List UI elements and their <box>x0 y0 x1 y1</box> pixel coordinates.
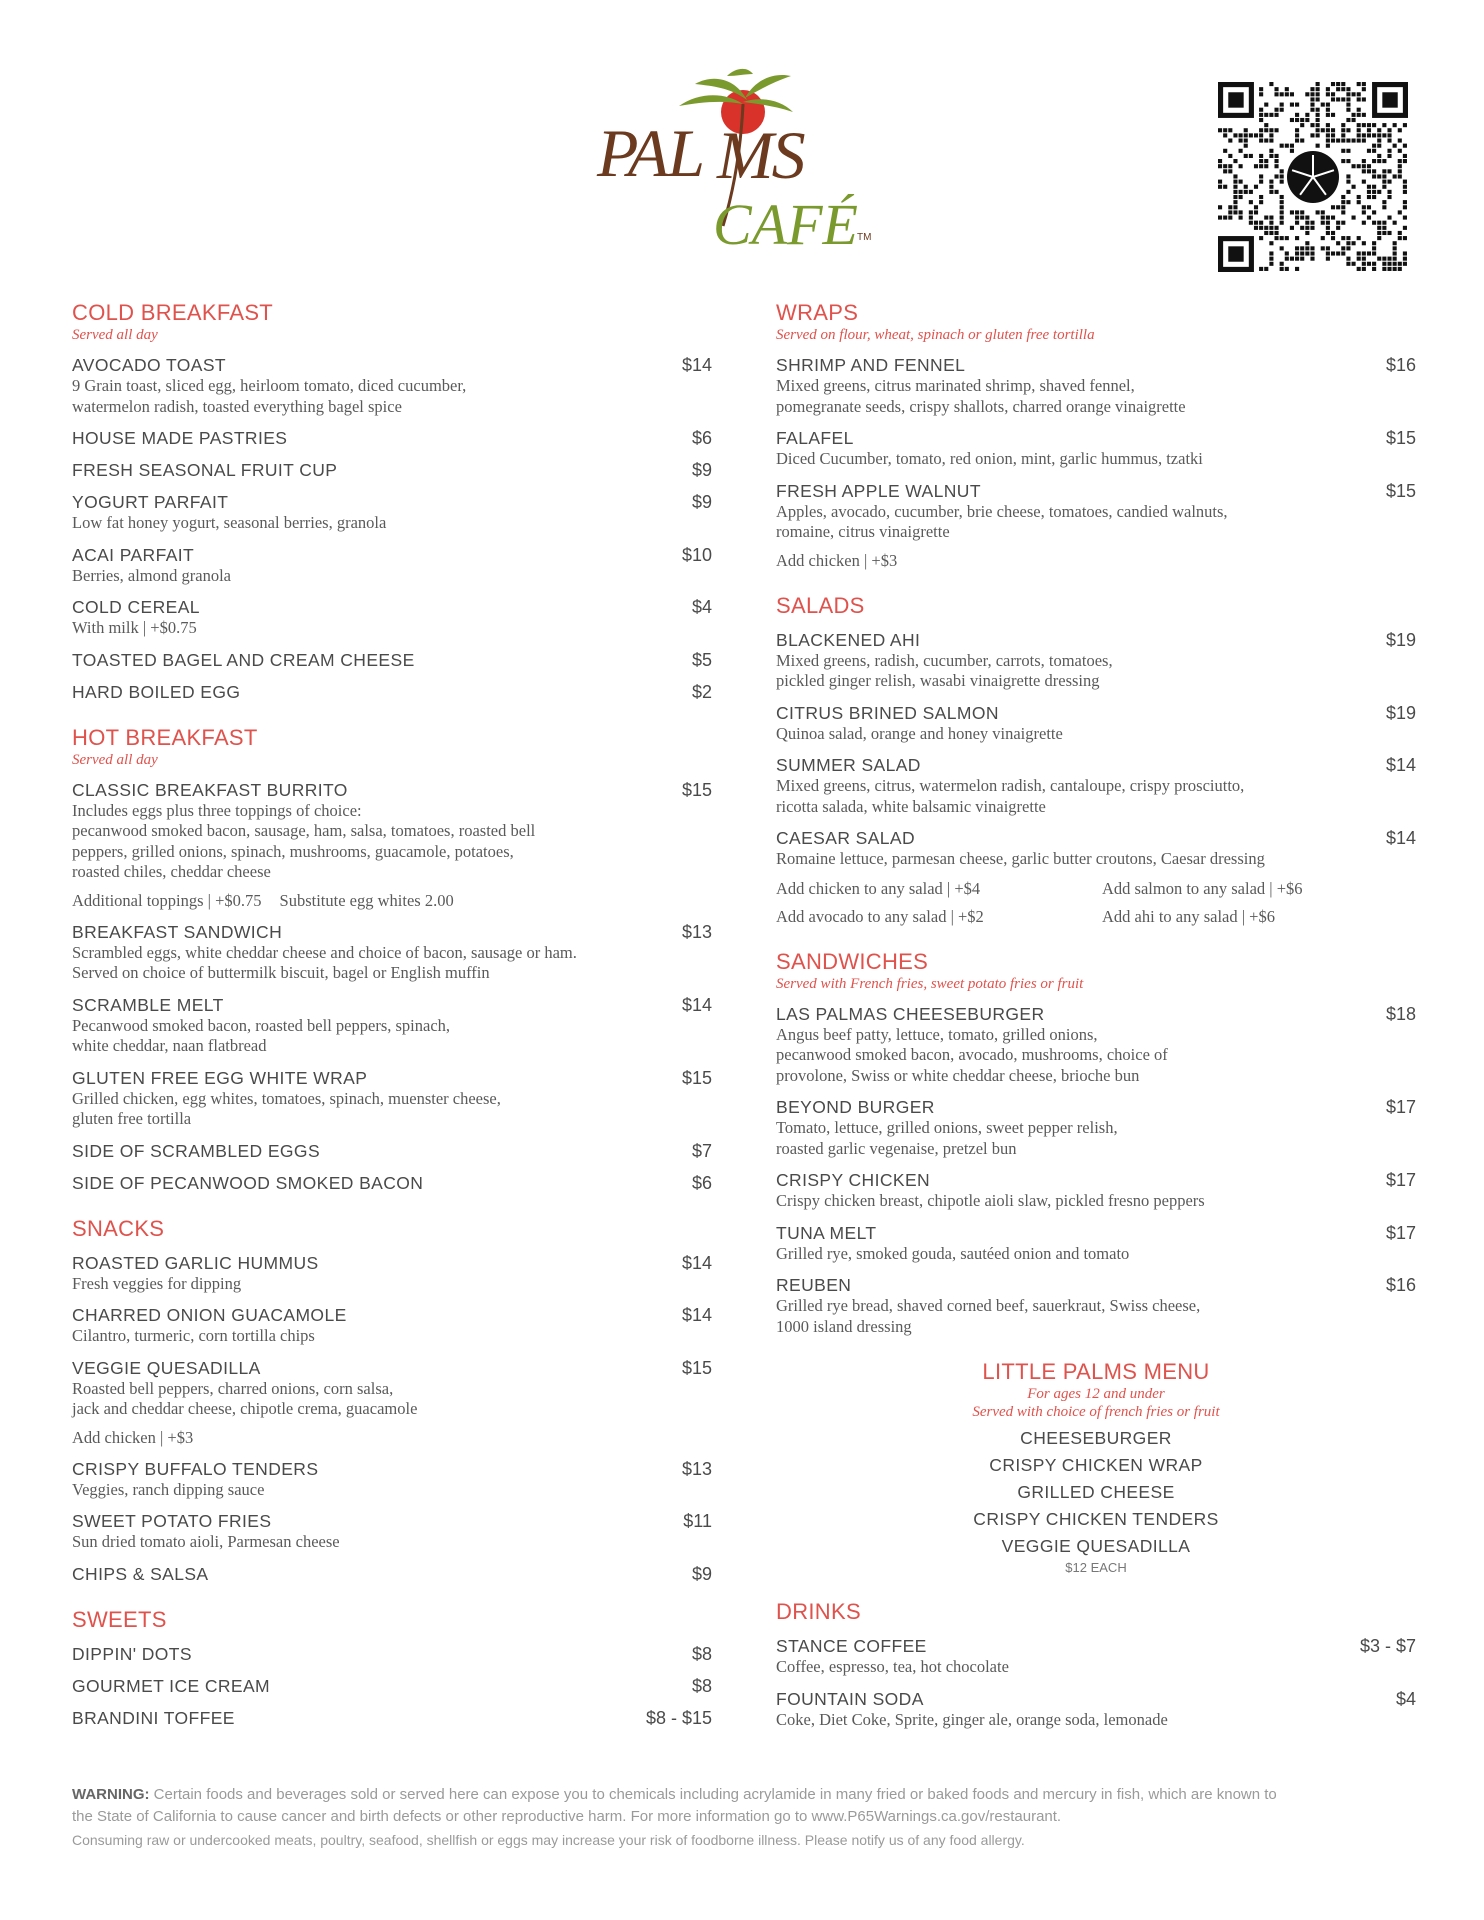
section-title: SALADS <box>776 592 865 618</box>
prop65-warning <box>72 1784 1292 1828</box>
raw-food-notice: Consuming raw or undercooked meats, poultry, seafood, shellfish or eggs may increase your risk of foodborne illness. Please notify us of any food allergy. <box>72 1832 1025 1848</box>
menu-item <box>72 682 712 703</box>
svg-text:MS: MS <box>717 117 804 193</box>
menu-item-header <box>72 1511 712 1532</box>
menu-item-header <box>776 481 1416 502</box>
menu-item-name: BLACKENED AHI <box>776 629 921 650</box>
addon-option: Add chicken to any salad | +$4 <box>776 878 981 898</box>
menu-right-column <box>776 300 1416 1752</box>
menu-item-description: Mixed greens, citrus marinated shrimp, shaved fennel, pomegranate seeds, crispy shallots, charred orange vinaigrette <box>776 376 1186 416</box>
menu-item-name: GOURMET ICE CREAM <box>72 1675 271 1696</box>
menu-item-price: $8 <box>691 1643 712 1664</box>
menu-item-header <box>72 1358 712 1379</box>
menu-item-extras <box>776 551 1416 571</box>
menu-item-price: $6 <box>691 428 712 448</box>
menu-item-name: BREAKFAST SANDWICH <box>72 921 283 942</box>
addon-option: Add ahi to any salad | +$6 <box>1102 906 1275 926</box>
menu-item-name: SIDE OF PECANWOOD SMOKED BACON <box>72 1172 424 1193</box>
menu-item-description: Crispy chicken breast, chipotle aioli slaw, pickled fresno peppers <box>776 1191 1205 1210</box>
section-title: HOT BREAKFAST <box>72 724 258 750</box>
menu-item-description: With milk | +$0.75 <box>72 618 197 637</box>
menu-item-header <box>72 355 712 376</box>
menu-item <box>72 1173 712 1194</box>
menu-item-description: Veggies, ranch dipping sauce <box>72 1479 265 1499</box>
kids-menu-item: CHEESEBURGER <box>1020 1428 1172 1448</box>
kids-menu-item: CRISPY CHICKEN TENDERS <box>973 1509 1219 1529</box>
menu-item-description: Tomato, lettuce, grilled onions, sweet pepper relish, roasted garlic vegenaise, pretzel bun <box>776 1118 1118 1158</box>
menu-item-description: Pecanwood smoked bacon, roasted bell peppers, spinach, white cheddar, naan flatbread <box>72 1015 451 1055</box>
section-addons <box>776 879 1416 927</box>
menu-item-price: $18 <box>1385 1003 1416 1024</box>
section-subtitle: For ages 12 and under <box>1027 1386 1165 1402</box>
menu-item-description: Grilled chicken, egg whites, tomatoes, spinach, muenster cheese, gluten free tortilla <box>72 1088 501 1128</box>
menu-item-price: $9 <box>691 1563 712 1584</box>
menu-item <box>72 428 712 449</box>
kids-menu-item: GRILLED CHEESE <box>1017 1482 1175 1502</box>
menu-item-price: $19 <box>1385 702 1416 723</box>
menu-item-price: $14 <box>1385 755 1416 775</box>
kids-menu-item: CRISPY CHICKEN WRAP <box>989 1455 1203 1475</box>
section-subtitle: Served all day <box>72 327 158 343</box>
menu-item-name: STANCE COFFEE <box>776 1636 927 1656</box>
menu-item-name: CHARRED ONION GUACAMOLE <box>72 1305 347 1325</box>
menu-item-name: BRANDINI TOFFEE <box>72 1707 235 1728</box>
menu-item <box>776 755 1416 817</box>
menu-section <box>72 1216 712 1585</box>
section-subtitle: Served all day <box>72 751 158 768</box>
menu-item-price: $14 <box>1385 828 1416 848</box>
menu-item-price: $16 <box>1385 355 1416 375</box>
menu-item-description: Romaine lettuce, parmesan cheese, garlic butter croutons, Caesar dressing <box>776 849 1265 868</box>
menu-item-name: GLUTEN FREE EGG WHITE WRAP <box>72 1067 368 1088</box>
menu-item <box>776 703 1416 745</box>
menu-item-name: YOGURT PARFAIT <box>72 492 229 512</box>
menu-item <box>72 1511 712 1553</box>
menu-item <box>72 355 712 417</box>
menu-item-price: $13 <box>681 921 712 942</box>
menu-item-description: Apples, avocado, cucumber, brie cheese, tomatoes, candied walnuts, romaine, citrus vinaigrette <box>776 501 1228 541</box>
menu-item-description: Grilled rye, smoked gouda, sautéed onion and tomato <box>776 1243 1130 1263</box>
menu-item-name: SWEET POTATO FRIES <box>72 1511 272 1531</box>
menu-item-name: VEGGIE QUESADILLA <box>72 1357 261 1378</box>
menu-item-header <box>72 1708 712 1729</box>
section-title: WRAPS <box>776 300 859 325</box>
menu-item <box>776 1689 1416 1731</box>
menu-item-header <box>72 1564 712 1585</box>
svg-text:PAL: PAL <box>597 115 704 191</box>
menu-item-name: BEYOND BURGER <box>776 1097 935 1117</box>
menu-item-name: FRESH APPLE WALNUT <box>776 480 981 501</box>
menu-item <box>72 780 712 911</box>
menu-item-extra: Add chicken | +$3 <box>776 550 898 570</box>
menu-item-description: Diced Cucumber, tomato, red onion, mint, garlic hummus, tzatki <box>776 449 1203 468</box>
section-title: DRINKS <box>776 1599 861 1624</box>
menu-item-header <box>72 1644 712 1665</box>
menu-item-description: Coffee, espresso, tea, hot chocolate <box>776 1657 1009 1676</box>
menu-item-extra: Substitute egg whites 2.00 <box>279 890 454 910</box>
menu-item-name: CLASSIC BREAKFAST BURRITO <box>72 779 348 800</box>
warning-text: Certain foods and beverages sold or served here can expose you to chemicals including acrylamide in many fried or baked foods and mercury in fish, which are known to the State of California to cause cancer and birth defects or other reproductive harm. For more information go to www.P65Warnings.ca.gov/restaurant. <box>72 1786 1277 1825</box>
menu-item-name: CAESAR SALAD <box>776 828 916 848</box>
menu-item-price: $15 <box>1385 428 1416 448</box>
menu-item-name: FOUNTAIN SODA <box>776 1688 924 1709</box>
menu-item-price: $15 <box>1385 480 1416 501</box>
menu-item-price: $4 <box>691 597 712 617</box>
menu-item-price: $9 <box>691 460 712 480</box>
menu-section <box>776 593 1416 927</box>
addon-option: Add salmon to any salad | +$6 <box>1102 878 1303 898</box>
menu-item-header <box>72 1305 712 1326</box>
menu-item-header <box>72 1459 712 1480</box>
menu-item <box>776 1004 1416 1087</box>
menu-item <box>72 1305 712 1347</box>
menu-item-header <box>72 1068 712 1089</box>
menu-item-price: $16 <box>1385 1275 1416 1295</box>
menu-item <box>776 828 1416 870</box>
menu-item-header <box>72 1253 712 1274</box>
section-title: SANDWICHES <box>776 948 929 974</box>
menu-item-name: CRISPY CHICKEN <box>776 1170 931 1190</box>
menu-item-name: ROASTED GARLIC HUMMUS <box>72 1252 319 1273</box>
menu-item-name: AVOCADO TOAST <box>72 355 226 375</box>
section-subtitle: Served on flour, wheat, spinach or gluten free tortilla <box>776 327 1095 343</box>
menu-item-name: SIDE OF SCRAMBLED EGGS <box>72 1140 321 1161</box>
menu-item-price: $6 <box>691 1172 712 1193</box>
menu-item <box>776 1275 1416 1337</box>
menu-item <box>72 1676 712 1697</box>
menu-item-price: $19 <box>1385 629 1416 650</box>
section-title: SWEETS <box>72 1606 167 1632</box>
menu-item-price: $17 <box>1385 1170 1416 1190</box>
menu-item-price: $4 <box>1395 1688 1416 1709</box>
menu-item-price: $7 <box>691 1140 712 1161</box>
menu-item-name: REUBEN <box>776 1275 852 1295</box>
menu-item-price: $15 <box>681 1357 712 1378</box>
menu-item-header <box>776 1636 1416 1657</box>
menu-item-price: $14 <box>681 1305 712 1325</box>
menu-item-description: Includes eggs plus three toppings of choice: pecanwood smoked bacon, sausage, ham, salsa, tomatoes, roasted bell peppers, grilled onions, spinach, mushrooms, guacamole, potatoes, roasted chiles, cheddar cheese <box>72 800 536 881</box>
menu-item <box>72 1644 712 1665</box>
menu-item-header <box>72 1173 712 1194</box>
menu-item <box>72 492 712 534</box>
menu-item-header <box>72 428 712 449</box>
menu-item-header <box>776 1170 1416 1191</box>
menu-item-price: $3 - $7 <box>1359 1636 1416 1656</box>
menu-item-header <box>72 1141 712 1162</box>
warning-label: WARNING: <box>72 1786 150 1803</box>
menu-item-price: $2 <box>691 681 712 702</box>
menu-item-header <box>776 1097 1416 1118</box>
menu-item <box>72 922 712 984</box>
menu-item-header <box>72 492 712 513</box>
menu-item-name: LAS PALMAS CHEESEBURGER <box>776 1003 1045 1024</box>
menu-item-header <box>776 755 1416 776</box>
menu-item-name: TUNA MELT <box>776 1222 877 1243</box>
svg-text:TM: TM <box>857 232 872 243</box>
menu-item-extra: Add chicken | +$3 <box>72 1427 194 1447</box>
menu-item-name: SHRIMP AND FENNEL <box>776 355 966 375</box>
legal-footer <box>72 1784 1292 1850</box>
menu-item-header <box>72 780 712 801</box>
menu-left-column <box>72 300 712 1751</box>
menu-item-description: Roasted bell peppers, charred onions, corn salsa, jack and cheddar cheese, chipotle crema, guacamole <box>72 1378 418 1418</box>
menu-item <box>72 1253 712 1295</box>
menu-item-header <box>776 703 1416 724</box>
section-title: LITTLE PALMS MENU <box>982 1359 1210 1384</box>
menu-item <box>776 1097 1416 1159</box>
menu-item-extra: Additional toppings | +$0.75 <box>72 890 262 910</box>
menu-item-price: $17 <box>1385 1097 1416 1117</box>
menu-section <box>72 1607 712 1729</box>
menu-item <box>72 1564 712 1585</box>
menu-item-header <box>776 428 1416 449</box>
menu-item-header <box>72 922 712 943</box>
menu-item <box>72 995 712 1057</box>
menu-item <box>776 1636 1416 1678</box>
menu-item-header <box>776 355 1416 376</box>
menu-item-description: Angus beef patty, lettuce, tomato, grilled onions, pecanwood smoked bacon, avocado, mushrooms, choice of provolone, Swiss or white cheddar cheese, brioche bun <box>776 1024 1168 1085</box>
menu-item-name: COLD CEREAL <box>72 597 200 617</box>
menu-item-price: $13 <box>681 1458 712 1479</box>
menu-item-description: Low fat honey yogurt, seasonal berries, granola <box>72 513 387 532</box>
menu-item-header <box>72 460 712 481</box>
menu-item <box>72 1708 712 1729</box>
qr-code[interactable] <box>1218 82 1408 272</box>
menu-item-name: SUMMER SALAD <box>776 755 921 775</box>
menu-item-name: HOUSE MADE PASTRIES <box>72 428 288 448</box>
menu-item-name: SCRAMBLE MELT <box>72 994 224 1015</box>
little-palms-menu <box>776 1359 1416 1575</box>
menu-item-price: $15 <box>681 779 712 800</box>
menu-item-price: $11 <box>683 1511 712 1531</box>
menu-item-name: DIPPIN' DOTS <box>72 1643 192 1664</box>
menu-item-header <box>776 1004 1416 1025</box>
menu-section <box>776 949 1416 1338</box>
menu-item <box>776 481 1416 571</box>
menu-item-name: TOASTED BAGEL AND CREAM CHEESE <box>72 649 415 670</box>
menu-item-description: 9 Grain toast, sliced egg, heirloom tomato, diced cucumber, watermelon radish, toasted everything bagel spice <box>72 376 467 416</box>
menu-section <box>72 300 712 703</box>
menu-item-price: $14 <box>681 994 712 1015</box>
menu-item-description: Cilantro, turmeric, corn tortilla chips <box>72 1326 315 1345</box>
menu-item-price: $5 <box>691 649 712 670</box>
menu-item <box>72 545 712 587</box>
palms-cafe-logo <box>595 66 885 276</box>
section-subtitle: Served with French fries, sweet potato fries or fruit <box>776 975 1084 992</box>
menu-item-description: Grilled rye bread, shaved corned beef, sauerkraut, Swiss cheese, 1000 island dressing <box>776 1296 1201 1336</box>
menu-item-header <box>72 650 712 671</box>
menu-item <box>776 428 1416 470</box>
menu-item-header <box>72 545 712 566</box>
menu-item-description: Mixed greens, citrus, watermelon radish, cantaloupe, crispy prosciutto, ricotta salada, white balsamic vinaigrette <box>776 776 1245 816</box>
kids-price-note: $12 EACH <box>1065 1560 1127 1575</box>
menu-item-header <box>72 682 712 703</box>
menu-item-header <box>776 1223 1416 1244</box>
menu-item-header <box>72 995 712 1016</box>
menu-item <box>776 1170 1416 1212</box>
kids-menu-item: VEGGIE QUESADILLA <box>1001 1536 1191 1556</box>
menu-item <box>72 1459 712 1501</box>
menu-item-price: $8 <box>691 1675 712 1696</box>
menu-item-price: $14 <box>681 1252 712 1273</box>
menu-item-name: CITRUS BRINED SALMON <box>776 702 999 723</box>
menu-item-description: Fresh veggies for dipping <box>72 1273 242 1293</box>
menu-item-header <box>776 828 1416 849</box>
menu-item-extras <box>72 891 712 911</box>
menu-item <box>72 1068 712 1130</box>
menu-item <box>776 355 1416 417</box>
menu-item-price: $14 <box>681 355 712 375</box>
menu-item-name: CRISPY BUFFALO TENDERS <box>72 1458 319 1479</box>
menu-item <box>72 1141 712 1162</box>
section-subtitle: Served with choice of french fries or fruit <box>972 1404 1220 1420</box>
menu-item-name: HARD BOILED EGG <box>72 681 241 702</box>
menu-item-extras <box>72 1428 712 1448</box>
menu-item-description: Berries, almond granola <box>72 565 231 585</box>
menu-item-description: Coke, Diet Coke, Sprite, ginger ale, orange soda, lemonade <box>776 1709 1168 1729</box>
menu-item-header <box>776 1275 1416 1296</box>
menu-item-price: $9 <box>691 492 712 512</box>
menu-item-description: Mixed greens, radish, cucumber, carrots, tomatoes, pickled ginger relish, wasabi vinaigrette dressing <box>776 650 1113 690</box>
menu-item <box>72 597 712 639</box>
menu-section <box>776 300 1416 571</box>
menu-item-header <box>776 630 1416 651</box>
drinks-section <box>776 1599 1416 1730</box>
menu-item-name: FALAFEL <box>776 428 854 448</box>
menu-item-price: $10 <box>681 544 712 565</box>
menu-item-price: $15 <box>681 1067 712 1088</box>
menu-item-description: Scrambled eggs, white cheddar cheese and choice of bacon, sausage or ham. Served on choice of buttermilk biscuit, bagel or English muffin <box>72 942 577 982</box>
menu-item-price: $17 <box>1385 1222 1416 1243</box>
menu-section <box>72 725 712 1194</box>
section-title: SNACKS <box>72 1215 165 1241</box>
addon-option: Add avocado to any salad | +$2 <box>776 906 984 926</box>
menu-item <box>776 1223 1416 1265</box>
menu-item-name: CHIPS & SALSA <box>72 1563 209 1584</box>
menu-item-price: $8 - $15 <box>645 1707 712 1728</box>
menu-item-name: FRESH SEASONAL FRUIT CUP <box>72 460 338 480</box>
menu-item-header <box>72 597 712 618</box>
menu-item <box>72 1358 712 1448</box>
menu-item-header <box>72 1676 712 1697</box>
menu-item-name: ACAI PARFAIT <box>72 544 195 565</box>
svg-text:CAFÉ: CAFÉ <box>713 192 858 257</box>
menu-item <box>776 630 1416 692</box>
menu-item <box>72 460 712 481</box>
menu-item-description: Quinoa salad, orange and honey vinaigrette <box>776 723 1063 743</box>
section-title: COLD BREAKFAST <box>72 300 274 325</box>
menu-item-description: Sun dried tomato aioli, Parmesan cheese <box>72 1532 340 1551</box>
menu-item <box>72 650 712 671</box>
menu-item-header <box>776 1689 1416 1710</box>
